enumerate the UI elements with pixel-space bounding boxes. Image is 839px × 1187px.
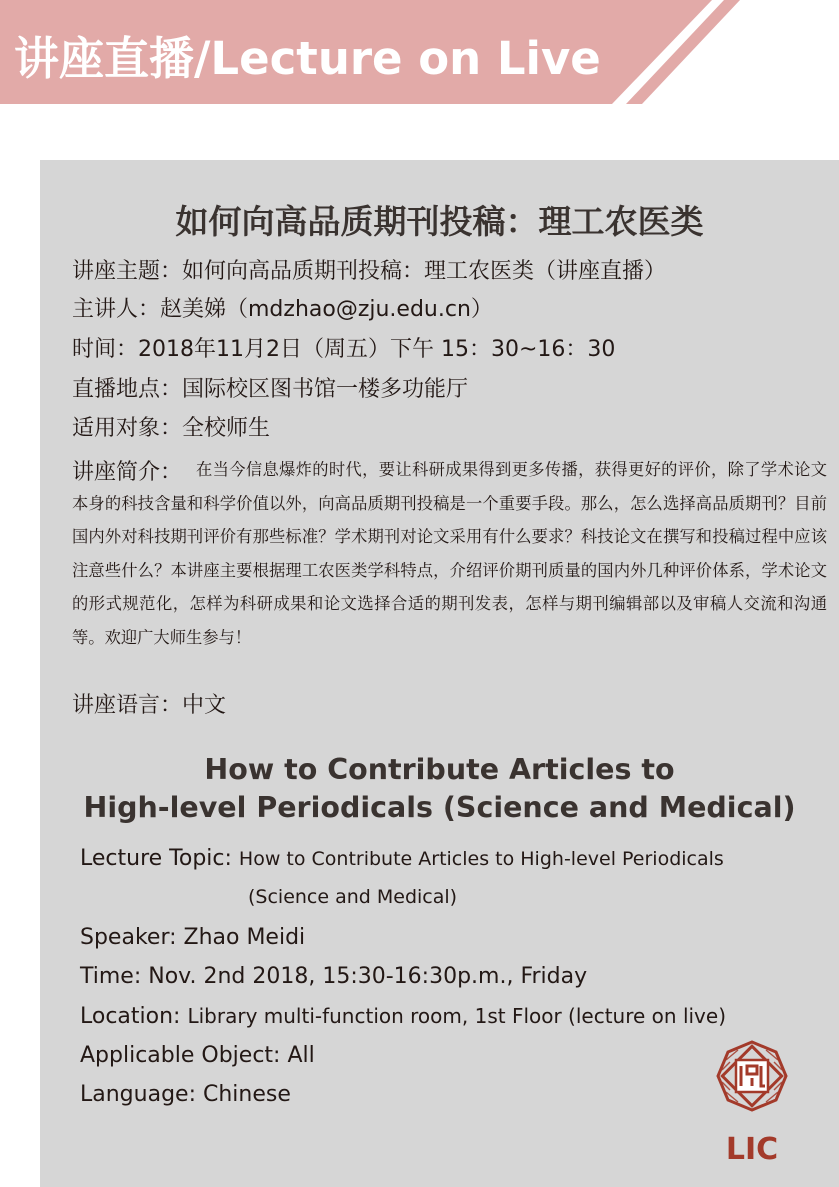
chinese-topic: 讲座主题：如何向高品质期刊投稿：理工农医类（讲座直播）	[72, 259, 667, 284]
chinese-audience: 适用对象：全校师生	[72, 416, 271, 441]
chinese-intro-label: 讲座简介：	[72, 460, 183, 485]
english-language: Language: Chinese	[80, 1082, 291, 1107]
chinese-intro-text: 在当今信息爆炸的时代，要让科研成果得到更多传播，获得更好的评价，除了学术论文本身的科技含量和科学价值以外，向高品质期刊投稿是一个重要手段。那么，怎么选择高品质期刊？目前国内外对科技期刊评价有那些标准？学术期刊对论文采用有什么要求？科技论文在撰写和投稿过程中应该注意些什么？本讲座主要根据理工农医类学科特点，介绍评价期刊质量的国内外几种评价体系，学术论文的形式规范化，怎样为科研成果和论文选择合适的期刊发表，怎样与期刊编辑部以及审稿人交流和沟通等。欢迎广大师生参与！	[72, 460, 827, 647]
english-location-value: Library multi-function room, 1st Floor (lecture on live)	[187, 1004, 727, 1028]
english-time: Time: Nov. 2nd 2018, 15:30-16:30p.m., Friday	[80, 964, 588, 989]
banner-title: 讲座直播/Lecture on Live	[14, 32, 601, 85]
header-banner	[0, 0, 839, 105]
english-title-line2: High-level Periodicals (Science and Medical)	[83, 791, 796, 824]
chinese-time: 时间：2018年11月2日（周五）下午 15：30~16：30	[72, 337, 616, 362]
chinese-title: 如何向高品质期刊投稿：理工农医类	[175, 202, 704, 241]
english-topic-label: Lecture Topic:	[80, 846, 239, 871]
english-location	[80, 1004, 726, 1029]
chinese-location: 直播地点：国际校区图书馆一楼多功能厅	[72, 377, 469, 402]
english-audience: Applicable Object: All	[80, 1043, 315, 1068]
english-location-label: Location:	[80, 1004, 188, 1029]
lic-logo	[716, 1040, 788, 1166]
chinese-speaker: 主讲人：赵美娣（mdzhao@zju.edu.cn）	[72, 297, 493, 322]
english-topic	[80, 846, 724, 871]
english-topic-value: How to Contribute Articles to High-level Periodicals	[238, 848, 724, 870]
chinese-language: 讲座语言：中文	[72, 693, 227, 718]
english-topic-cont: (Science and Medical)	[248, 886, 458, 908]
english-title-line1: How to Contribute Articles to	[204, 753, 675, 786]
english-speaker: Speaker: Zhao Meidi	[80, 925, 306, 950]
logo-text: LIC	[725, 1132, 779, 1167]
